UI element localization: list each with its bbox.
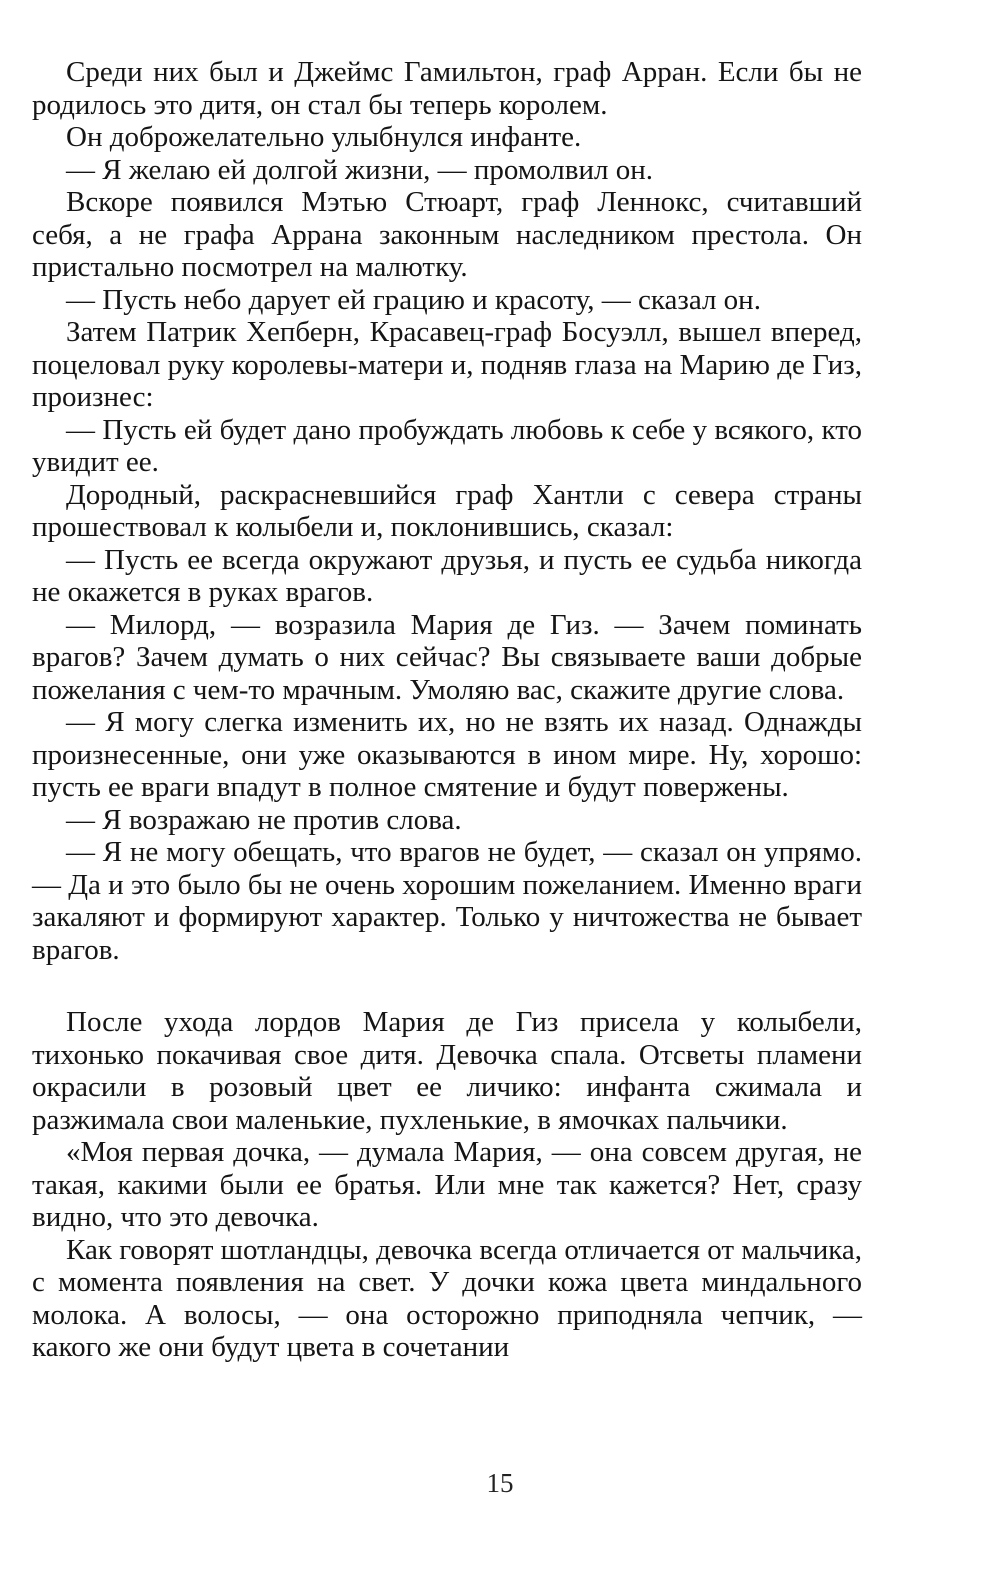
page-number: 15 — [486, 1468, 514, 1498]
paragraph-14: После ухода лордов Мария де Гиз присела у колыбели, тихонько покачивая свое дитя. Девочка спала. Отсветы пламени окрасили в розовый цвет ее личико: инфанта сжимала и разжимала свои маленькие, пухленькие, в ямочках пальчики. — [32, 1006, 862, 1136]
paragraph-8: Дородный, раскрасневшийся граф Хантли с севера страны прошествовал к колыбели и, поклонившись, сказал: — [32, 478, 862, 543]
paragraph-10: — Милорд, — возразила Мария де Гиз. — Зачем поминать врагов? Зачем думать о них сейчас? Вы связываете ваши добрые пожелания с чем-то мрачным. Умоляю вас, скажите другие слова. — [32, 608, 862, 706]
paragraph-3: — Я желаю ей долгой жизни, — промолвил он. — [66, 153, 653, 186]
paragraph-13: — Я не могу обещать, что врагов не будет, — сказал он упрямо. — Да и это было бы не очень хорошим пожеланием. Именно враги закаляют и формируют характер. Только у ничтожества не бывает врагов. — [32, 836, 862, 966]
paragraph-9: — Пусть ее всегда окружают друзья, и пусть ее судьба никогда не окажется в руках врагов. — [32, 543, 862, 608]
paragraph-5: — Пусть небо дарует ей грацию и красоту, — сказал он. — [66, 283, 761, 316]
paragraph-12: — Я возражаю не против слова. — [66, 803, 462, 836]
section-break — [32, 966, 862, 1006]
paragraph-11: — Я могу слегка изменить их, но не взять их назад. Однажды произнесенные, они уже оказываются в ином мире. Ну, хорошо: пусть ее враги впадут в полное смятение и будут повержены. — [32, 706, 862, 803]
paragraph-1: Среди них был и Джеймс Гамильтон, граф Арран. Если бы не родилось это дитя, он стал бы теперь королем. — [32, 56, 862, 121]
paragraph-7: — Пусть ей будет дано пробуждать любовь к себе у всякого, кто увидит ее. — [32, 413, 862, 478]
paragraph-6: Затем Патрик Хепберн, Красавец-граф Босуэлл, вышел вперед, поцеловал руку королевы-матери и, подняв глаза на Марию де Гиз, произнес: — [32, 316, 862, 413]
paragraph-15: «Моя первая дочка, — думала Мария, — она совсем другая, не такая, какими были ее братья. Или мне так кажется? Нет, сразу видно, что это девочка. — [32, 1136, 862, 1233]
paragraph-2: Он доброжелательно улыбнулся инфанте. — [66, 121, 582, 153]
paragraph-4: Вскоре появился Мэтью Стюарт, граф Леннокс, считавший себя, а не графа Аррана законным наследником престола. Он пристально посмотрел на малютку. — [32, 186, 862, 283]
book-page-text — [32, 56, 862, 1364]
paragraph-16: Как говорят шотландцы, девочка всегда отличается от мальчика, с момента появления на свет. У дочки кожа цвета миндального молока. А волосы, — она осторожно приподняла чепчик, — какого же они будут цвета в сочетании — [32, 1233, 862, 1363]
